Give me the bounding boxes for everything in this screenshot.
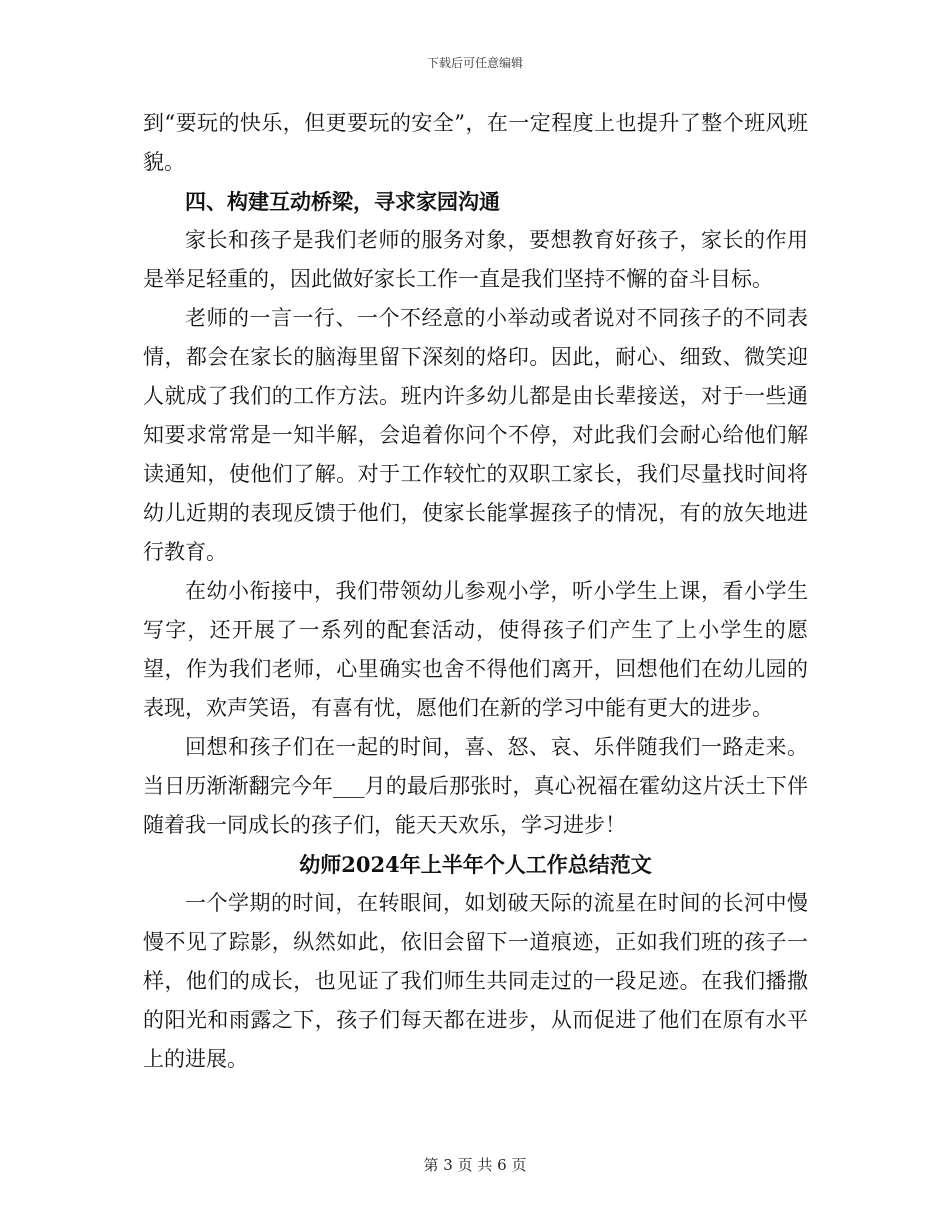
- paragraph: 一个学期的时间，在转眼间，如划破天际的流星在时间的长河中慢慢不见了踪影，纵然如此，依旧会留下一道痕迹，正如我们班的孩子一样，他们的成长，也见证了我们师生共同走过的一段足迹。在我们播撒的阳光和雨露之下，孩子们每天都在进步，从而促进了他们在原有水平上的进展。: [143, 891, 808, 1071]
- article-title: 幼师2024年上半年个人工作总结范文: [299, 852, 652, 877]
- section-heading: 四、构建互动桥梁，寻求家园沟通: [185, 189, 500, 214]
- paragraph: 老师的一言一行、一个不经意的小举动或者说对不同孩子的不同表情，都会在家长的脑海里留下深刻的烙印。因此，耐心、细致、微笑迎人就成了我们的工作方法。班内许多幼儿都是由长辈接送，对于一些通知要求常常是一知半解，会追着你问个不停，对此我们会耐心给他们解读通知，使他们了解。对于工作较忙的双职工家长，我们尽量找时间将幼儿近期的表现反馈于他们，使家长能掌握孩子的情况，有的放矢地进行教育。: [143, 306, 808, 564]
- paragraph: 到“要玩的快乐，但更要玩的安全”，在一定程度上也提升了整个班风班貌。: [143, 111, 808, 174]
- paragraph: 在幼小衔接中，我们带领幼儿参观小学，听小学生上课，看小学生写字，还开展了一系列的配套活动，使得孩子们产生了上小学生的愿望，作为我们老师，心里确实也舍不得他们离开，回想他们在幼儿园的表现，欢声笑语，有喜有忧，愿他们在新的学习中能有更大的进步。: [143, 579, 808, 720]
- paragraph: 家长和孩子是我们老师的服务对象，要想教育好孩子，家长的作用是举足轻重的，因此做好家长工作一直是我们坚持不懈的奋斗目标。: [143, 228, 808, 291]
- document-body: [143, 104, 808, 1079]
- page-footer: 第 3 页 共 6 页: [423, 1156, 527, 1174]
- page-header: 下载后可任意编辑: [426, 56, 523, 70]
- paragraph: 回想和孩子们在一起的时间，喜、怒、哀、乐伴随我们一路走来。当日历渐渐翻完今年___月的最后那张时，真心祝福在霍幼这片沃土下伴随着我一同成长的孩子们，能天天欢乐，学习进步！: [143, 735, 808, 837]
